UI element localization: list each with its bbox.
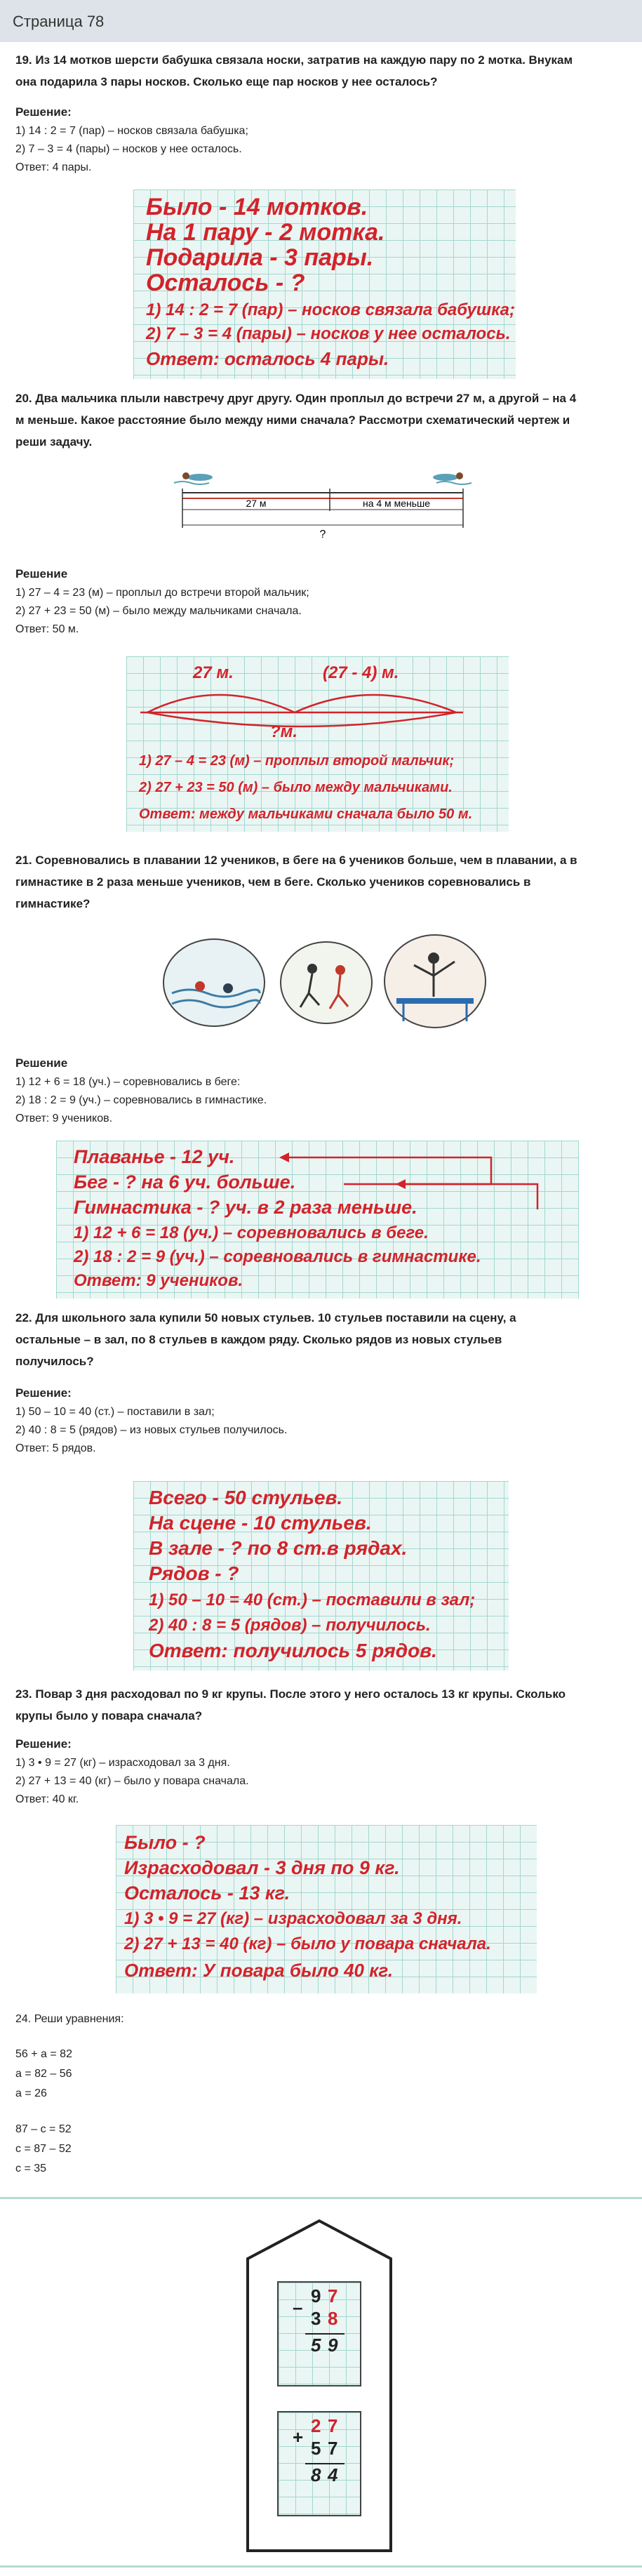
notebook-line: На 1 пару - 2 мотка. xyxy=(146,219,385,246)
question-line: гимнастике? xyxy=(15,897,91,910)
running-cloud-icon xyxy=(281,942,372,1023)
solution-line: Ответ: 40 кг. xyxy=(15,1793,79,1805)
task-22-solution-label: Решение: xyxy=(15,1386,72,1400)
task-20-diagram xyxy=(168,463,477,547)
task-23-solution-label: Решение: xyxy=(15,1737,72,1751)
question-line: она подарила 3 пары носков. Сколько еще пар носков у нее осталось? xyxy=(15,75,438,88)
solution-line: Ответ: 50 м. xyxy=(15,623,79,635)
task-21-solution-label: Решение xyxy=(15,1056,68,1070)
page-title: Страница 78 xyxy=(13,13,105,30)
task-24-title: 24. Реши уравнения: xyxy=(15,2013,124,2025)
task-23-notebook xyxy=(116,1825,537,1993)
calc-sign: + xyxy=(293,2426,304,2448)
notebook-line: 2) 40 : 8 = 5 (рядов) – получилось. xyxy=(149,1616,431,1635)
task-22-notebook xyxy=(133,1481,509,1671)
equation-line: с = 87 – 52 xyxy=(15,2143,72,2155)
gymnastics-cloud-icon xyxy=(384,935,486,1028)
equation-line: 56 + а = 82 xyxy=(15,2048,72,2060)
task-21-notebook xyxy=(56,1141,579,1299)
question-line: 21. Соревновались в плавании 12 учеников, в беге на 6 учеников больше, чем в плавании, а в xyxy=(15,854,577,867)
notebook-line: Осталось - 13 кг. xyxy=(124,1883,290,1904)
notebook-line: Ответ: получилось 5 рядов. xyxy=(149,1640,437,1661)
swimmer-left-icon xyxy=(174,472,213,484)
notebook-line: Плаванье - 12 уч. xyxy=(74,1146,235,1167)
notebook-line: Ответ: У повара было 40 кг. xyxy=(124,1960,394,1981)
solution-line: 2) 40 : 8 = 5 (рядов) – из новых стульев получилось. xyxy=(15,1424,288,1436)
calc-digit: 9 xyxy=(328,2335,338,2356)
calc-box-1 xyxy=(277,2281,361,2386)
calc-digit: 8 xyxy=(311,2464,321,2485)
equation-line: 87 – с = 52 xyxy=(15,2123,72,2135)
notebook-line: 2) 7 – 3 = 4 (пары) – носков у нее осталось. xyxy=(146,324,511,343)
solution-line: 2) 7 – 3 = 4 (пары) – носков у нее осталось. xyxy=(15,143,242,155)
notebook-line: 2) 18 : 2 = 9 (уч.) – соревновались в гимнастике. xyxy=(74,1247,481,1266)
question-line: реши задачу. xyxy=(15,435,93,449)
question-line: получилось? xyxy=(15,1355,94,1368)
task-22-question xyxy=(15,1307,626,1372)
page-header xyxy=(0,0,642,42)
swimmer-right-icon xyxy=(433,472,472,484)
task-21-illustration xyxy=(161,927,491,1035)
notebook-line: 1) 3 • 9 = 27 (кг) – израсходовал за 3 дня. xyxy=(124,1909,462,1928)
notebook-line: Осталось - ? xyxy=(146,270,305,296)
calc-digit: 7 xyxy=(328,2415,338,2436)
task-21-question xyxy=(15,849,626,915)
question-line: остальные – в зал, по 8 стульев в каждом ряду. Сколько рядов из новых стульев xyxy=(15,1333,502,1346)
equation-line: с = 35 xyxy=(15,2163,47,2175)
notebook-line: 1) 50 – 10 = 40 (ст.) – поставили в зал; xyxy=(149,1591,476,1609)
calc-digit: 7 xyxy=(328,2285,338,2306)
notebook-line: Бег - ? на 6 уч. больше. xyxy=(74,1171,296,1193)
separator xyxy=(0,2565,642,2568)
solution-line: 1) 12 + 6 = 18 (уч.) – соревновались в беге: xyxy=(15,1076,241,1088)
notebook-line: Ответ: 9 учеников. xyxy=(74,1271,243,1290)
calc-digit: 4 xyxy=(328,2464,338,2485)
question-line: 20. Два мальчика плыли навстречу друг другу. Один проплыл до встречи 27 м, а другой – на 4 xyxy=(15,392,577,405)
task-23-question xyxy=(15,1683,626,1727)
solution-line: 2) 27 + 23 = 50 (м) – было между мальчиками сначала. xyxy=(15,605,302,617)
calc-sign: – xyxy=(293,2297,303,2318)
notebook-line: 2) 27 + 23 = 50 (м) – было между мальчиками. xyxy=(139,780,453,795)
diagram-total-label: ? xyxy=(319,529,326,540)
calc-digit: 7 xyxy=(328,2438,338,2459)
task-20-question xyxy=(15,387,626,453)
question-line: м меньше. Какое расстояние было между ними сначала? Рассмотри схематический чертеж и xyxy=(15,413,570,427)
task-20-solution-label: Решение xyxy=(15,567,68,580)
notebook-line: Рядов - ? xyxy=(149,1562,239,1584)
solution-line: 2) 18 : 2 = 9 (уч.) – соревновались в гимнастике. xyxy=(15,1094,267,1106)
separator xyxy=(0,2197,642,2199)
calc-digit: 2 xyxy=(311,2415,321,2436)
notebook-line: 1) 14 : 2 = 7 (пар) – носков связала бабушка; xyxy=(146,300,516,319)
calc-digit: 3 xyxy=(311,2308,321,2329)
solution-line: Ответ: 5 рядов. xyxy=(15,1442,96,1454)
task-19-question xyxy=(15,49,626,93)
equation-line: а = 82 – 56 xyxy=(15,2068,72,2080)
swimming-cloud-icon xyxy=(163,939,265,1026)
question-line: крупы было у повара сначала? xyxy=(15,1709,203,1722)
notebook-line: Израсходовал - 3 дня по 9 кг. xyxy=(124,1857,400,1878)
question-line: 22. Для школьного зала купили 50 новых стульев. 10 стульев поставили на сцену, а xyxy=(15,1311,516,1324)
notebook-line: Гимнастика - ? уч. в 2 раза меньше. xyxy=(74,1197,417,1218)
notebook-right-label: (27 - 4) м. xyxy=(323,663,399,682)
solution-line: 1) 14 : 2 = 7 (пар) – носков связала бабушка; xyxy=(15,125,248,137)
calc-digit: 9 xyxy=(311,2285,321,2306)
solution-line: 2) 27 + 13 = 40 (кг) – было у повара сначала. xyxy=(15,1775,249,1787)
task-19-solution-label: Решение: xyxy=(15,105,72,119)
diagram-left-label: 27 м xyxy=(246,498,267,509)
solution-line: 1) 27 – 4 = 23 (м) – проплыл до встречи второй мальчик; xyxy=(15,587,309,599)
notebook-line: В зале - ? по 8 ст.в рядах. xyxy=(149,1537,408,1559)
question-line: гимнастике в 2 раза меньше учеников, чем в беге. Сколько учеников соревновались в xyxy=(15,875,531,889)
notebook-total-label: ?м. xyxy=(270,722,298,741)
solution-line: Ответ: 9 учеников. xyxy=(15,1113,113,1124)
notebook-line: Ответ: осталось 4 пары. xyxy=(146,348,389,369)
calc-digit: 5 xyxy=(311,2438,321,2459)
notebook-line: 2) 27 + 13 = 40 (кг) – было у повара сначала. xyxy=(124,1934,491,1953)
task-24-calc-card xyxy=(242,2218,396,2555)
notebook-line: На сцене - 10 стульев. xyxy=(149,1512,372,1534)
notebook-arrows xyxy=(56,1141,579,1225)
notebook-line: Подарила - 3 пары. xyxy=(146,244,374,271)
calc-digit: 8 xyxy=(328,2308,338,2329)
diagram-right-label: на 4 м меньше xyxy=(362,498,431,509)
equation-line: а = 26 xyxy=(15,2087,47,2099)
notebook-line: 1) 12 + 6 = 18 (уч.) – соревновались в беге. xyxy=(74,1223,429,1242)
question-line: 19. Из 14 мотков шерсти бабушка связала носки, затратив на каждую пару по 2 мотка. Внукам xyxy=(15,53,573,67)
notebook-line: Всего - 50 стульев. xyxy=(149,1487,343,1508)
calc-digit: 5 xyxy=(311,2335,321,2356)
notebook-line: Было - 14 мотков. xyxy=(146,194,368,220)
solution-line: 1) 3 • 9 = 27 (кг) – израсходовал за 3 дня. xyxy=(15,1757,230,1769)
notebook-line: Ответ: между мальчиками сначала было 50 м. xyxy=(139,806,473,822)
task-20-notebook xyxy=(126,656,509,832)
task-19-notebook xyxy=(133,190,516,379)
notebook-line: 1) 27 – 4 = 23 (м) – проплыл второй мальчик; xyxy=(139,753,455,769)
calc-box-2 xyxy=(277,2411,361,2516)
question-line: 23. Повар 3 дня расходовал по 9 кг крупы. После этого у него осталось 13 кг крупы. Сколько xyxy=(15,1687,566,1701)
notebook-line: Было - ? xyxy=(124,1832,206,1853)
solution-line: 1) 50 – 10 = 40 (ст.) – поставили в зал; xyxy=(15,1406,215,1418)
notebook-arcs xyxy=(126,656,509,733)
solution-line: Ответ: 4 пары. xyxy=(15,161,92,173)
notebook-left-label: 27 м. xyxy=(193,663,234,682)
